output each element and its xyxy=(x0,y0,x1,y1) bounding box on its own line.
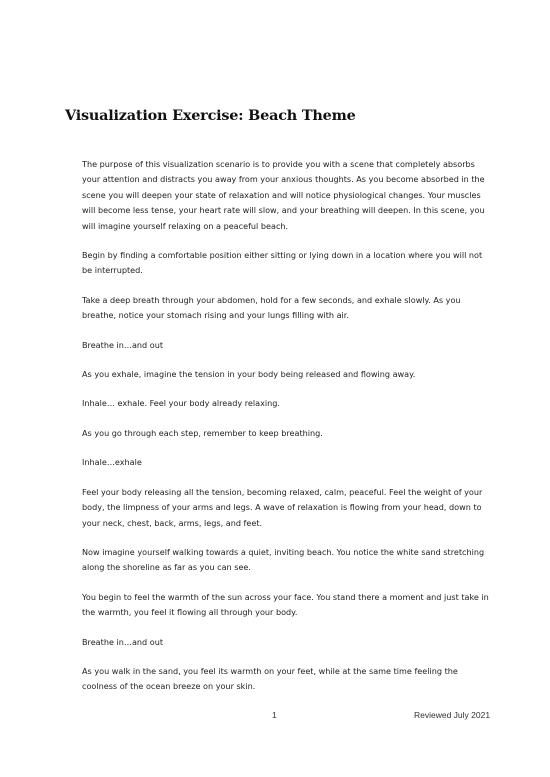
paragraph: Now imagine yourself walking towards a quiet, inviting beach. You notice the white sand stretching along the shoreline as far as you can see. xyxy=(82,546,485,573)
paragraph: Breathe in…and out xyxy=(82,339,164,350)
paragraph: Feel your body releasing all the tension, becoming relaxed, calm, peaceful. Feel the weight of your body, the limpness of your arms and legs. A wave of relaxation is flowing from your head, down to your neck, chest, back, arms, legs, and feet. xyxy=(82,486,483,528)
paragraph: Inhale… exhale. Feel your body already relaxing. xyxy=(82,398,280,409)
document-title: Visualization Exercise: Beach Theme xyxy=(65,107,356,124)
paragraph: As you walk in the sand, you feel its warmth on your feet, while at the same time feeling the coolness of the ocean breeze on your skin. xyxy=(82,665,458,692)
paragraph: As you exhale, imagine the tension in your body being released and flowing away. xyxy=(82,369,416,380)
page-number: 1 xyxy=(272,710,277,720)
paragraph: You begin to feel the warmth of the sun across your face. You stand there a moment and just take in the warmth, you feel it flowing all through your body. xyxy=(82,591,489,618)
paragraph: Begin by finding a comfortable position either sitting or lying down in a location where you will not be interrupted. xyxy=(82,250,483,276)
paragraph: As you go through each step, remember to keep breathing. xyxy=(82,427,323,438)
paragraph: Breathe in…and out xyxy=(82,636,164,647)
paragraph: Inhale…exhale xyxy=(82,457,142,468)
document-body xyxy=(82,157,490,709)
paragraph: Take a deep breath through your abdomen, hold for a few seconds, and exhale slowly. As you breathe, notice your stomach rising and your lungs filling with air. xyxy=(82,294,461,321)
reviewed-date: Reviewed July 2021 xyxy=(414,710,491,720)
paragraph: The purpose of this visualization scenario is to provide you with a scene that completely absorbs your attention and distracts you away from your anxious thoughts. As you become absorbed in the scene you will deepen your state of relaxation and will notice physiological changes. Your muscles will become less tense, your heart rate will slow, and your breathing will deepen. In this scene, you will imagine yourself relaxing on a peaceful beach. xyxy=(82,159,485,231)
